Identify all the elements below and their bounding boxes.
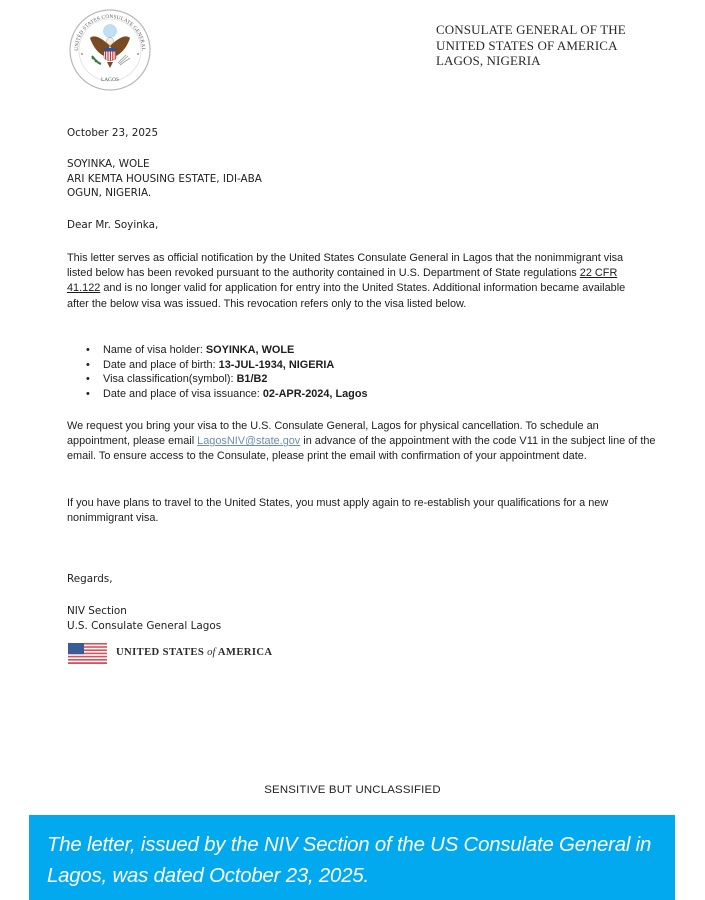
usa-wordmark — [116, 647, 272, 658]
visa-detail-value: B1/B2 — [236, 373, 268, 385]
bullet-icon: • — [86, 344, 90, 356]
email-link[interactable]: LagosNIV@state.gov — [197, 435, 301, 448]
visa-detail-label: Name of visa holder: — [103, 344, 206, 356]
revocation-text-start: This letter serves as official notification by the United States Consulate General in Lagos that the nonimmigrant visa listed below has been revoked pursuant to the authority contained in U.S. Department of State regulations — [67, 252, 624, 280]
letterhead-line: LAGOS, NIGERIA — [436, 53, 541, 68]
recipient-address — [67, 157, 262, 201]
bullet-icon: • — [86, 387, 90, 400]
salutation: Dear Mr. Soyinka, — [67, 219, 159, 231]
cfr-reference-link[interactable]: 22 CFR 41.122 — [67, 267, 618, 295]
caption-text: The letter, issued by the NIV Section of the US Consulate General in Lagos, was dated October 23, 2025. — [47, 834, 652, 887]
cancellation-text-start: We request you bring your visa to the U.S. Consulate General, Lagos for physical cancellation. To schedule an appointment, please email — [67, 420, 599, 448]
letter-date: October 23, 2025 — [67, 127, 159, 139]
caption-banner — [29, 815, 675, 900]
wordmark-part2: AMERICA — [215, 647, 273, 658]
cancellation-paragraph — [67, 419, 657, 465]
signature-office: U.S. Consulate General Lagos — [67, 620, 222, 632]
visa-detail-item — [82, 343, 368, 358]
classification-marking: SENSITIVE BUT UNCLASSIFIED — [264, 784, 441, 796]
consulate-seal — [68, 8, 152, 92]
bullet-icon: • — [86, 358, 90, 371]
signature-section: NIV Section — [67, 605, 127, 617]
visa-detail-label: Date and place of visa issuance: — [103, 387, 263, 400]
visa-detail-item — [82, 372, 368, 387]
visa-detail-label: Date and place of birth: — [103, 358, 219, 371]
wordmark-of: of — [207, 647, 216, 658]
us-flag-icon — [68, 643, 107, 664]
visa-detail-value: 13-JUL-1934, NIGERIA — [218, 358, 335, 371]
recipient-name: SOYINKA, WOLE — [67, 158, 150, 170]
revocation-paragraph — [67, 251, 647, 312]
cancellation-text-end: in advance of the appointment with the code V11 in the subject line of the email. To ensure access to the Consulate, please print the email with confirmation of your appointment date. — [67, 435, 656, 463]
letterhead-line: CONSULATE GENERAL OF THE — [436, 22, 626, 37]
visa-detail-label: Visa classification(symbol): — [103, 373, 237, 385]
visa-detail-item — [82, 358, 368, 373]
reapply-paragraph: If you have plans to travel to the United States, you must apply again to re-establish your qualifications for a new nonimmigrant visa. — [67, 497, 609, 525]
visa-detail-item — [82, 387, 368, 402]
recipient-address-line1: ARI KEMTA HOUSING ESTATE, IDI-ABA — [67, 172, 262, 185]
letterhead-line: UNITED STATES OF AMERICA — [436, 37, 618, 53]
closing: Regards, — [67, 573, 113, 585]
recipient-address-line2: OGUN, NIGERIA. — [67, 187, 152, 199]
letterhead — [436, 22, 626, 69]
visa-detail-value: SOYINKA, WOLE — [205, 344, 295, 356]
visa-detail-value: 02-APR-2024, Lagos — [262, 387, 368, 400]
seal-ring-text: UNITED STATES CONSULATE GENERAL — [73, 13, 147, 51]
bullet-icon: • — [86, 373, 90, 385]
wordmark-part1: UNITED STATES — [116, 647, 208, 658]
revocation-text-end: and is no longer valid for application for entry into the United States. Additional information became available after the below visa was issued. This revocation refers only to the visa listed below. — [67, 282, 626, 310]
visa-details-list — [82, 343, 368, 401]
seal-city-text: LAGOS — [101, 77, 119, 83]
